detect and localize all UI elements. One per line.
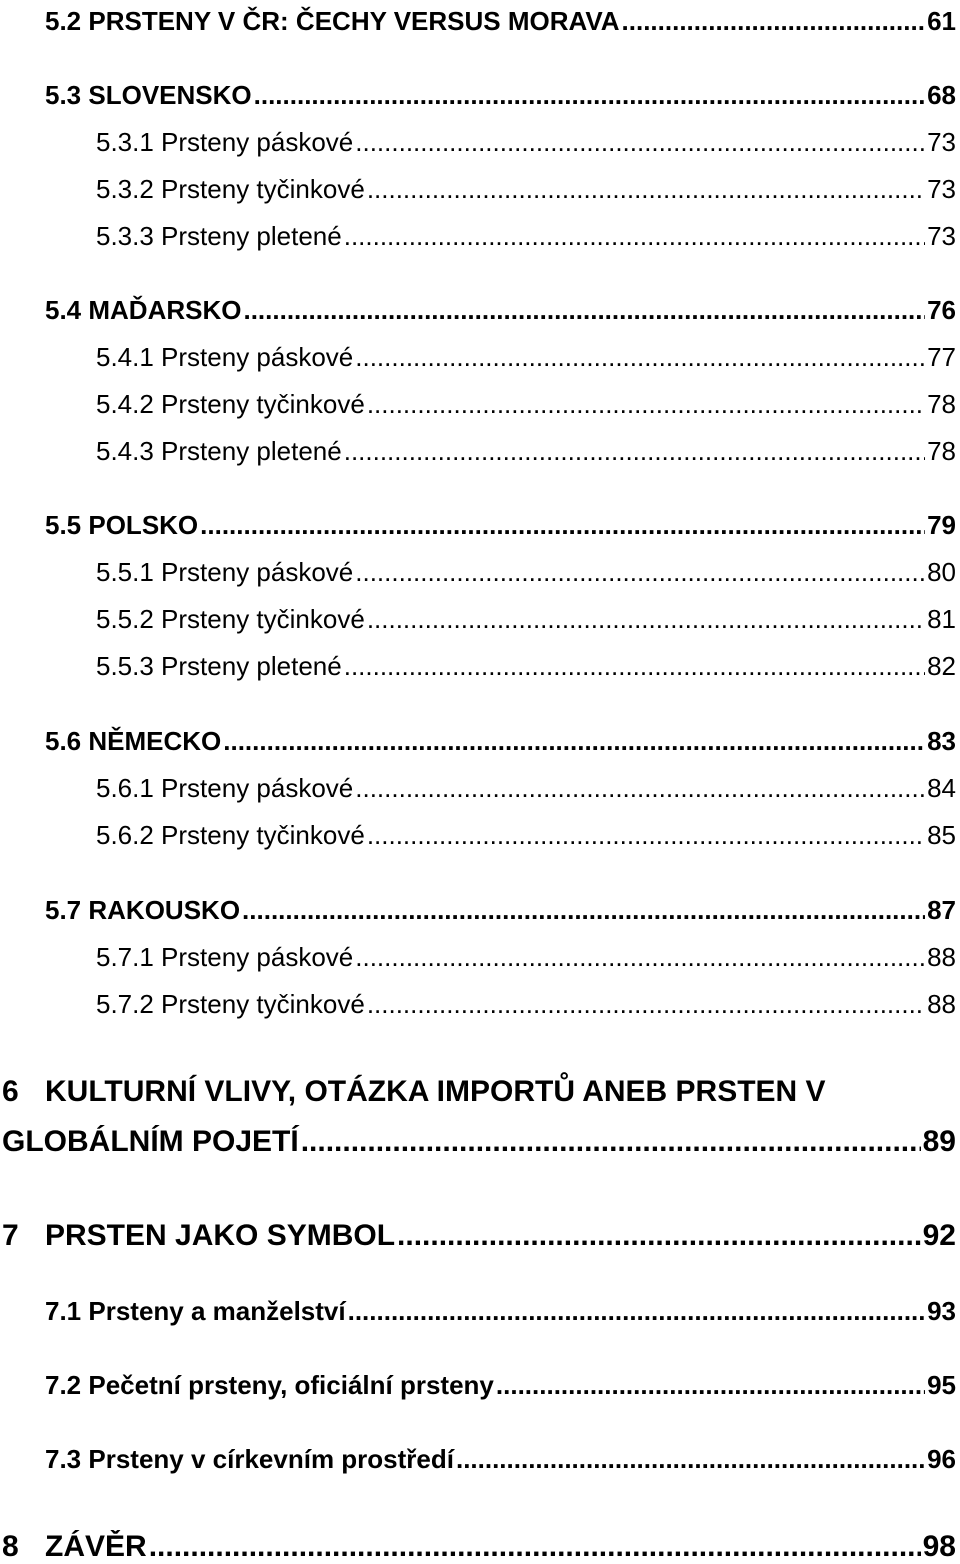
toc-entry-title: 5.5.2 Prsteny tyčinkové	[96, 604, 365, 634]
dot-leader	[367, 389, 925, 419]
toc-entry-title: 5.3.3 Prsteny pletené	[96, 221, 342, 251]
toc-entry-page: 84	[927, 773, 956, 803]
toc-entry-title-continued: GLOBÁLNÍM POJETÍ	[2, 1125, 299, 1158]
toc-entry[interactable]	[96, 174, 956, 204]
toc-entry[interactable]	[45, 1444, 956, 1474]
toc-entry-title: 7.1 Prsteny a manželství	[45, 1296, 346, 1326]
toc-entry-title: 5.7.2 Prsteny tyčinkové	[96, 989, 365, 1019]
toc-entry-title: 5.6 NĚMECKO	[45, 726, 222, 756]
dot-leader	[149, 1530, 921, 1564]
toc-entry[interactable]	[45, 1370, 956, 1400]
toc-entry-title: 5.2 PRSTENY V ČR: ČECHY VERSUS MORAVA	[45, 6, 620, 36]
toc-entry-page: 89	[922, 1125, 956, 1158]
toc-entry-title: KULTURNÍ VLIVY, OTÁZKA IMPORTŮ ANEB PRSTEN V	[45, 1075, 826, 1108]
toc-entry-page: 78	[927, 436, 956, 466]
dot-leader	[397, 1219, 921, 1253]
toc-entry[interactable]	[96, 557, 956, 587]
toc-entry-title	[2, 1219, 395, 1253]
toc-entry-page: 73	[927, 221, 956, 251]
toc-entry-title: 5.7 RAKOUSKO	[45, 895, 241, 925]
dot-leader	[367, 604, 925, 634]
toc-entry-page: 76	[927, 295, 956, 325]
toc-entry-page: 68	[927, 80, 956, 110]
toc-entry-page: 96	[927, 1444, 956, 1474]
toc-entry-title	[2, 1530, 147, 1564]
toc-entry-line[interactable]	[2, 1075, 826, 1109]
dot-leader	[622, 6, 926, 36]
toc-entry[interactable]	[96, 773, 956, 803]
toc-entry-title: 7.3 Prsteny v církevním prostředí	[45, 1444, 454, 1474]
toc-entry[interactable]	[96, 989, 956, 1019]
toc-entry-page: 80	[927, 557, 956, 587]
toc-entry-page: 92	[922, 1219, 956, 1252]
toc-entry[interactable]	[45, 1296, 956, 1326]
dot-leader	[344, 436, 925, 466]
toc-entry[interactable]	[96, 436, 956, 466]
toc-entry[interactable]	[96, 942, 956, 972]
toc-entry[interactable]	[96, 604, 956, 634]
toc-entry-page: 73	[927, 174, 956, 204]
dot-leader	[242, 895, 925, 925]
toc-entry-title: 5.4.2 Prsteny tyčinkové	[96, 389, 365, 419]
dot-leader	[367, 989, 925, 1019]
toc-entry-title: 7.2 Pečetní prsteny, oficiální prsteny	[45, 1370, 494, 1400]
toc-entry-title: 5.3.1 Prsteny páskové	[96, 127, 354, 157]
toc-entry-title: 5.4.3 Prsteny pletené	[96, 436, 342, 466]
toc-entry[interactable]	[96, 389, 956, 419]
toc-entry-title: 5.5.3 Prsteny pletené	[96, 651, 342, 681]
toc-entry-page: 73	[927, 127, 956, 157]
toc-entry-page: 77	[927, 342, 956, 372]
toc-entry[interactable]	[2, 1219, 956, 1253]
dot-leader	[367, 820, 925, 850]
toc-entry-title: 5.4 MAĎARSKO	[45, 295, 242, 325]
dot-leader	[254, 80, 925, 110]
toc-entry-page: 88	[927, 942, 956, 972]
toc-entry-title: 5.5 POLSKO	[45, 510, 199, 540]
toc-entry-number: 7	[2, 1219, 19, 1252]
toc-entry[interactable]	[45, 80, 956, 110]
dot-leader	[367, 174, 925, 204]
toc-entry[interactable]	[96, 651, 956, 681]
dot-leader	[200, 510, 925, 540]
toc-entry-page: 85	[927, 820, 956, 850]
toc-entry[interactable]	[96, 342, 956, 372]
toc-entry[interactable]	[45, 895, 956, 925]
toc-entry[interactable]	[45, 295, 956, 325]
dot-leader	[301, 1125, 921, 1159]
toc-entry[interactable]	[96, 820, 956, 850]
toc-entry-title: 5.7.1 Prsteny páskové	[96, 942, 354, 972]
dot-leader	[243, 295, 925, 325]
dot-leader	[355, 342, 925, 372]
toc-entry[interactable]	[45, 726, 956, 756]
toc-entry-page: 79	[927, 510, 956, 540]
toc-entry-title: 5.4.1 Prsteny páskové	[96, 342, 354, 372]
toc-entry-title: 5.6.2 Prsteny tyčinkové	[96, 820, 365, 850]
toc-entry-title: 5.3 SLOVENSKO	[45, 80, 252, 110]
dot-leader	[355, 557, 925, 587]
toc-entry-title: 5.6.1 Prsteny páskové	[96, 773, 354, 803]
toc-entry[interactable]	[2, 1125, 956, 1159]
toc-entry-page: 83	[927, 726, 956, 756]
toc-entry[interactable]	[45, 6, 956, 36]
toc-entry-page: 88	[927, 989, 956, 1019]
dot-leader	[496, 1370, 925, 1400]
dot-leader	[344, 221, 925, 251]
toc-entry-page: 61	[927, 6, 956, 36]
toc-entry-title: 5.5.1 Prsteny páskové	[96, 557, 354, 587]
toc-entry-title-text: ZÁVĚR	[45, 1530, 147, 1563]
dot-leader	[456, 1444, 925, 1474]
toc-entry-number: 8	[2, 1530, 19, 1563]
toc-entry-title: 5.3.2 Prsteny tyčinkové	[96, 174, 365, 204]
dot-leader	[348, 1296, 925, 1326]
toc-entry[interactable]	[45, 510, 956, 540]
toc-entry-page: 98	[922, 1530, 956, 1563]
toc-entry[interactable]	[96, 221, 956, 251]
dot-leader	[355, 127, 925, 157]
toc-entry-number: 6	[2, 1075, 19, 1108]
toc-entry-page: 81	[927, 604, 956, 634]
toc-entry[interactable]	[2, 1530, 956, 1564]
toc-entry-page: 82	[927, 651, 956, 681]
toc-entry-page: 78	[927, 389, 956, 419]
toc-entry[interactable]	[96, 127, 956, 157]
dot-leader	[344, 651, 925, 681]
dot-leader	[223, 726, 925, 756]
toc-entry-page: 93	[927, 1296, 956, 1326]
toc-entry-page: 87	[927, 895, 956, 925]
dot-leader	[355, 773, 925, 803]
dot-leader	[355, 942, 925, 972]
toc-entry-page: 95	[927, 1370, 956, 1400]
toc-entry-title-text: PRSTEN JAKO SYMBOL	[45, 1219, 396, 1252]
